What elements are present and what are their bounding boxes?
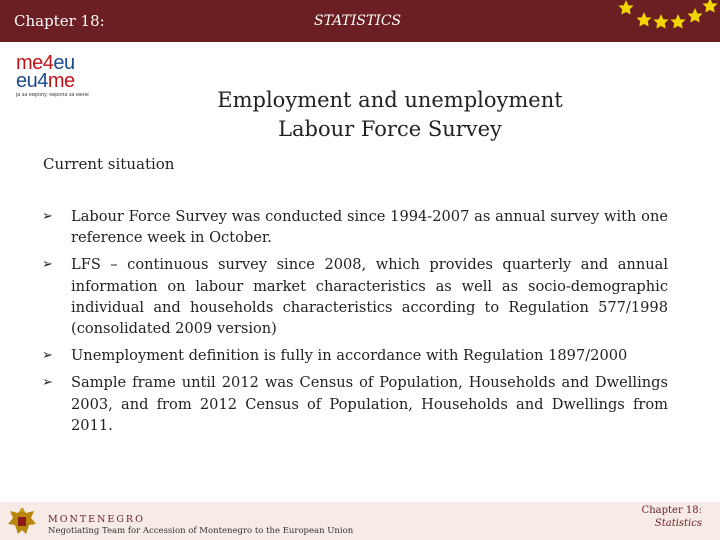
arrow-bullet-icon: ➢ [42, 348, 53, 364]
header-bar [0, 0, 720, 42]
list-item: ➢ Sample frame until 2012 was Census of Population, Households and Dwellings 2003, and from 2012 Census of Population, Households and Dwellings from 2011. [42, 374, 668, 434]
list-item: ➢ Unemployment definition is fully in accordance with Regulation 1897/2000 [42, 345, 668, 366]
arrow-bullet-icon: ➢ [42, 209, 53, 224]
arrow-bullet-icon: ➢ [42, 257, 53, 273]
list-item: ➢ LFS – continuous survey since 2008, which provides quarterly and annual information on labour market characteristics as well as socio-demographic individual and households characteristics according to Regulation 577/1998 (consolidated 2009 version) [42, 256, 668, 338]
header-section: STATISTICS [314, 13, 402, 29]
footer-section: Statistics [654, 518, 702, 529]
footer-chapter: Chapter 18: [641, 505, 702, 516]
footer-country: MONTENEGRO [48, 514, 145, 525]
footer [0, 502, 720, 540]
coat-of-arms-icon [4, 504, 40, 540]
eu-stars-icon [606, 0, 720, 42]
slide-title: Employment and unemployment Labour Force Survey [217, 88, 563, 141]
footer-team: Negotiating Team for Accession of Montenegro to the European Union [48, 526, 354, 536]
list-item: ➢ Labour Force Survey was conducted since 1994-2007 as annual survey with one reference week in October. [42, 208, 668, 247]
arrow-bullet-icon: ➢ [42, 375, 53, 391]
bullet-list [42, 206, 668, 442]
header-chapter: Chapter 18: [14, 12, 105, 30]
logo-tagline: ја за европу, европа за мене [16, 92, 89, 98]
me4eu-logo: me4eu eu4me ја за европу, европа за мене [16, 54, 116, 100]
subheading: Current situation [43, 155, 175, 173]
